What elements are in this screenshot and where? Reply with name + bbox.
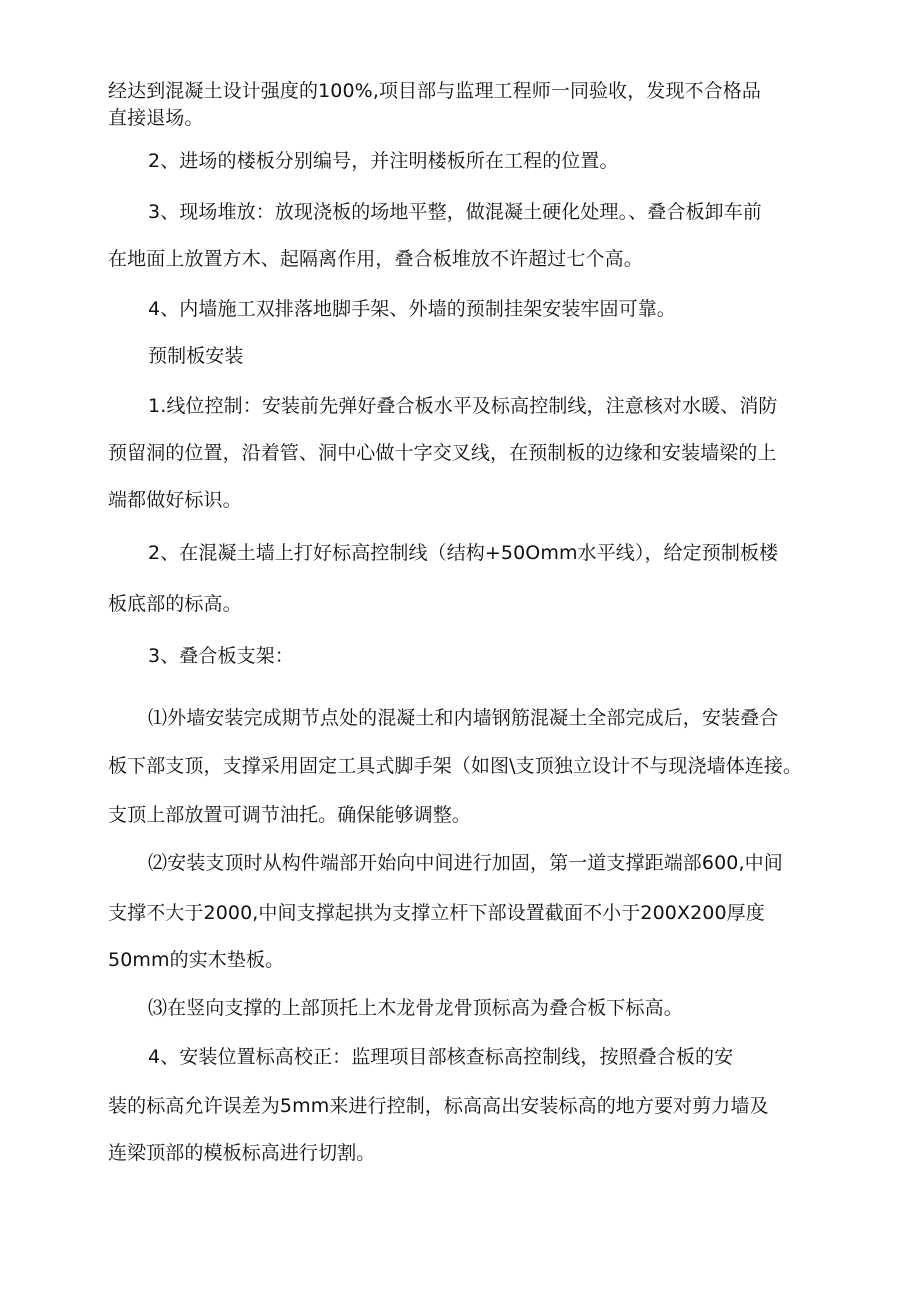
text-line: 3、叠合板支架：	[148, 645, 294, 667]
text-line: ⑵安装支顶时从构件端部开始向中间进行加固，第一道支撑距端部600,中间	[148, 852, 783, 874]
text-line: 端都做好标识。	[108, 489, 242, 511]
text-line: 2、进场的楼板分别编号，并注明楼板所在工程的位置。	[148, 150, 619, 172]
text-line: ⑶在竖向支撑的上部顶托上木龙骨龙骨顶标高为叠合板下标高。	[148, 997, 683, 1019]
text-line: 经达到混凝土设计强度的100%,项目部与监理工程师一同验收，发现不合格品	[108, 80, 761, 102]
text-line: 4、安装位置标高校正：监理项目部核查标高控制线，按照叠合板的安	[148, 1046, 734, 1068]
section-heading: 预制板安装	[148, 345, 244, 367]
text-line: 预留洞的位置，沿着管、洞中心做十字交叉线，在预制板的边缘和安装墙梁的上	[108, 442, 777, 464]
text-line: 板底部的标高。	[108, 593, 242, 615]
text-line: 4、内墙施工双排落地脚手架、外墙的预制挂架安装牢固可靠。	[148, 298, 676, 320]
text-line: ⑴外墙安装完成期节点处的混凝土和内墙钢筋混凝土全部完成后，安装叠合	[148, 707, 779, 729]
text-line: 装的标高允许误差为5mm来进行控制，标高高出安装标高的地方要对剪力墙及	[108, 1095, 769, 1117]
text-line: 直接退场。	[108, 107, 204, 129]
text-line: 支顶上部放置可调节油托。确保能够调整。	[108, 804, 471, 826]
text-line: 连梁顶部的模板标高进行切割。	[108, 1142, 376, 1164]
text-line: 3、现场堆放：放现浇板的场地平整，做混凝土硬化处理。、叠合板卸车前	[148, 201, 762, 223]
text-line: 支撑不大于2000,中间支撑起拱为支撑立杆下部设置截面不小于200X200厚度	[108, 902, 765, 924]
text-line: 在地面上放置方木、起隔离作用，叠合板堆放不许超过七个高。	[108, 248, 643, 270]
text-line: 2、在混凝土墙上打好标高控制线（结构+50Omm水平线），给定预制板楼	[148, 542, 779, 564]
text-line: 50mm的实木垫板。	[108, 949, 285, 971]
text-line: 板下部支顶，支撑采用固定工具式脚手架（如图\支顶独立设计不与现浇墙体连接。	[108, 755, 803, 777]
text-line: 1.线位控制：安装前先弹好叠合板水平及标高控制线，注意核对水暖、消防	[148, 395, 778, 417]
